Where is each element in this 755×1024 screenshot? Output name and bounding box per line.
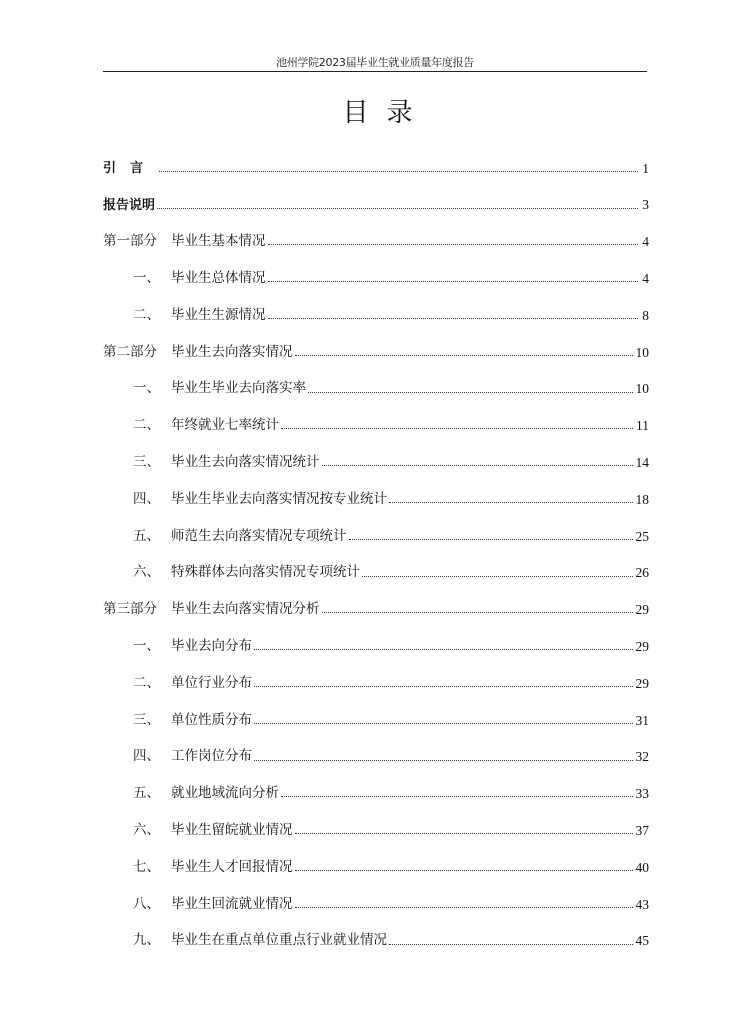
dot-leader [389, 943, 633, 945]
toc-page-number: 32 [635, 749, 649, 765]
toc-entry-title [103, 419, 279, 433]
toc-entry-number: 二、 [133, 417, 160, 434]
toc-page-number: 45 [635, 933, 649, 949]
toc-entry[interactable] [103, 555, 649, 592]
toc-entry[interactable] [103, 812, 649, 849]
toc-entry-number: 六、 [133, 564, 160, 581]
dot-leader [389, 501, 633, 503]
toc-entry-title [103, 640, 252, 654]
toc-entry-number: 一、 [133, 380, 160, 397]
dot-leader [322, 611, 633, 613]
toc-entry-label: 毕业去向分布 [171, 638, 252, 654]
toc-entry-label: 毕业生总体情况 [171, 270, 266, 287]
toc-entry[interactable] [103, 518, 649, 555]
toc-entry-number: 四、 [133, 748, 160, 765]
dot-leader [295, 832, 633, 834]
toc-page-number: 14 [635, 455, 649, 471]
toc-page-number: 4 [642, 234, 649, 250]
dot-leader [254, 685, 633, 687]
toc-entry[interactable] [103, 886, 649, 923]
toc-entry-number: 七、 [133, 858, 160, 875]
toc-page-number: 29 [635, 602, 649, 618]
toc-entry-label: 报告说明 [103, 197, 156, 213]
toc-entry-number: 五、 [133, 527, 160, 544]
toc-entry-label: 特殊群体去向落实情况专项统计 [171, 564, 360, 581]
toc-page-number: 10 [635, 344, 649, 360]
toc-page-number: 10 [635, 381, 649, 397]
toc-entry-number: 八、 [133, 895, 160, 912]
toc-entry-number: 五、 [133, 785, 160, 802]
toc-entry-number: 六、 [133, 821, 160, 838]
toc-entry-title [103, 750, 252, 764]
toc-entry-title [103, 235, 266, 249]
toc-page-number: 37 [635, 822, 649, 838]
dot-leader [268, 243, 639, 245]
toc-entry[interactable] [103, 849, 649, 886]
dot-leader [254, 759, 633, 761]
dot-leader [281, 427, 633, 429]
toc-entry-title [103, 858, 293, 875]
dot-leader [157, 207, 638, 209]
toc-entry[interactable] [103, 408, 649, 445]
toc-entry-number: 第二部分 [103, 343, 157, 360]
toc-entry-number: 第三部分 [103, 601, 157, 618]
toc-entry-number: 二、 [133, 306, 160, 323]
toc-entry-label: 毕业生基本情况 [171, 233, 266, 250]
toc-entry-number: 三、 [133, 711, 160, 728]
dot-leader [349, 538, 633, 540]
toc-entry-number: 一、 [133, 638, 160, 654]
toc-entry-title [103, 603, 320, 617]
toc-entry-label: 毕业生人才回报情况 [171, 858, 293, 875]
running-header: 池州学院2023届毕业生就业质量年度报告 [276, 56, 474, 69]
toc-entry-number: 四、 [133, 490, 160, 507]
dot-leader [268, 280, 639, 282]
toc-page-number: 43 [635, 896, 649, 912]
toc-entry[interactable] [103, 923, 649, 960]
toc-entry-title [103, 490, 387, 507]
toc-entry[interactable] [103, 702, 649, 739]
dot-leader [281, 795, 633, 797]
toc-entry-number: 三、 [133, 454, 160, 471]
dot-leader [295, 354, 633, 356]
toc-entry-label: 年终就业七率统计 [171, 417, 279, 434]
toc-entry-label: 工作岗位分布 [171, 748, 252, 765]
dot-leader [159, 170, 638, 172]
table-of-contents [103, 150, 649, 960]
toc-entry-title [103, 456, 320, 470]
toc-page-number: 18 [635, 491, 649, 507]
toc-entry[interactable] [103, 371, 649, 408]
toc-page-number: 25 [635, 528, 649, 544]
toc-entry-title [103, 566, 360, 580]
toc-page-number: 11 [636, 418, 649, 434]
dot-leader [322, 464, 633, 466]
toc-entry-number: 一、 [133, 270, 160, 287]
toc-entry-label: 毕业生留皖就业情况 [171, 821, 293, 838]
toc-entry[interactable] [103, 628, 649, 665]
toc-entry[interactable] [103, 187, 649, 224]
toc-entry-label: 就业地域流向分析 [171, 785, 279, 802]
dot-leader [254, 648, 633, 650]
dot-leader [268, 317, 639, 319]
toc-entry[interactable] [103, 297, 649, 334]
toc-entry-title [103, 343, 293, 360]
toc-entry-title [103, 272, 266, 286]
toc-entry[interactable] [103, 665, 649, 702]
toc-entry-number: 二、 [133, 674, 160, 691]
toc-entry-label: 单位行业分布 [171, 674, 252, 691]
toc-entry-label: 师范生去向落实情况专项统计 [171, 527, 347, 544]
toc-entry-title [103, 199, 155, 212]
dot-leader [295, 869, 633, 871]
toc-entry-label: 毕业生回流就业情况 [171, 895, 293, 912]
toc-entry-title [103, 895, 293, 912]
toc-entry-label: 毕业生在重点单位重点行业就业情况 [171, 932, 387, 949]
toc-entry[interactable] [103, 592, 649, 629]
dot-leader [295, 906, 633, 908]
toc-entry-title [103, 306, 266, 323]
toc-entry[interactable] [103, 260, 649, 297]
dot-leader [254, 722, 633, 724]
toc-entry-label: 单位性质分布 [171, 711, 252, 728]
toc-entry-label: 毕业生毕业去向落实情况按专业统计 [171, 490, 387, 507]
toc-page-number: 4 [642, 271, 649, 287]
toc-entry-label: 引言 [103, 160, 158, 176]
toc-entry-title [103, 162, 157, 175]
toc-entry-number: 九、 [133, 932, 160, 949]
toc-page-number: 3 [642, 197, 649, 213]
page-title: 目录 [342, 98, 431, 128]
header-rule [103, 71, 647, 72]
toc-entry-label: 毕业生去向落实情况 [171, 343, 293, 360]
toc-entry-title [103, 527, 347, 544]
toc-entry[interactable] [103, 224, 649, 261]
toc-entry-title [103, 787, 279, 801]
toc-entry-label: 毕业生去向落实情况分析 [171, 601, 320, 618]
toc-entry[interactable] [103, 444, 649, 481]
toc-page-number: 31 [635, 712, 649, 728]
dot-leader [362, 575, 633, 577]
toc-page-number: 29 [635, 675, 649, 691]
toc-page-number: 40 [635, 859, 649, 875]
toc-entry-title [103, 382, 306, 396]
toc-entry-title [103, 711, 252, 728]
dot-leader [308, 391, 633, 393]
toc-entry[interactable] [103, 334, 649, 371]
toc-page-number: 1 [642, 160, 649, 176]
toc-page-number: 8 [642, 307, 649, 323]
toc-page-number: 33 [635, 786, 649, 802]
toc-entry-label: 毕业生去向落实情况统计 [171, 454, 320, 471]
toc-entry-label: 毕业生毕业去向落实率 [171, 380, 306, 397]
toc-entry[interactable] [103, 150, 649, 187]
toc-entry-title [103, 934, 387, 948]
toc-entry[interactable] [103, 739, 649, 776]
toc-page-number: 29 [635, 639, 649, 654]
toc-page-number: 26 [635, 565, 649, 581]
toc-entry-title [103, 821, 293, 838]
toc-entry-title [103, 674, 252, 691]
toc-entry-label: 毕业生生源情况 [171, 306, 266, 323]
toc-entry[interactable] [103, 481, 649, 518]
toc-entry[interactable] [103, 776, 649, 813]
toc-entry-number: 第一部分 [103, 233, 157, 250]
